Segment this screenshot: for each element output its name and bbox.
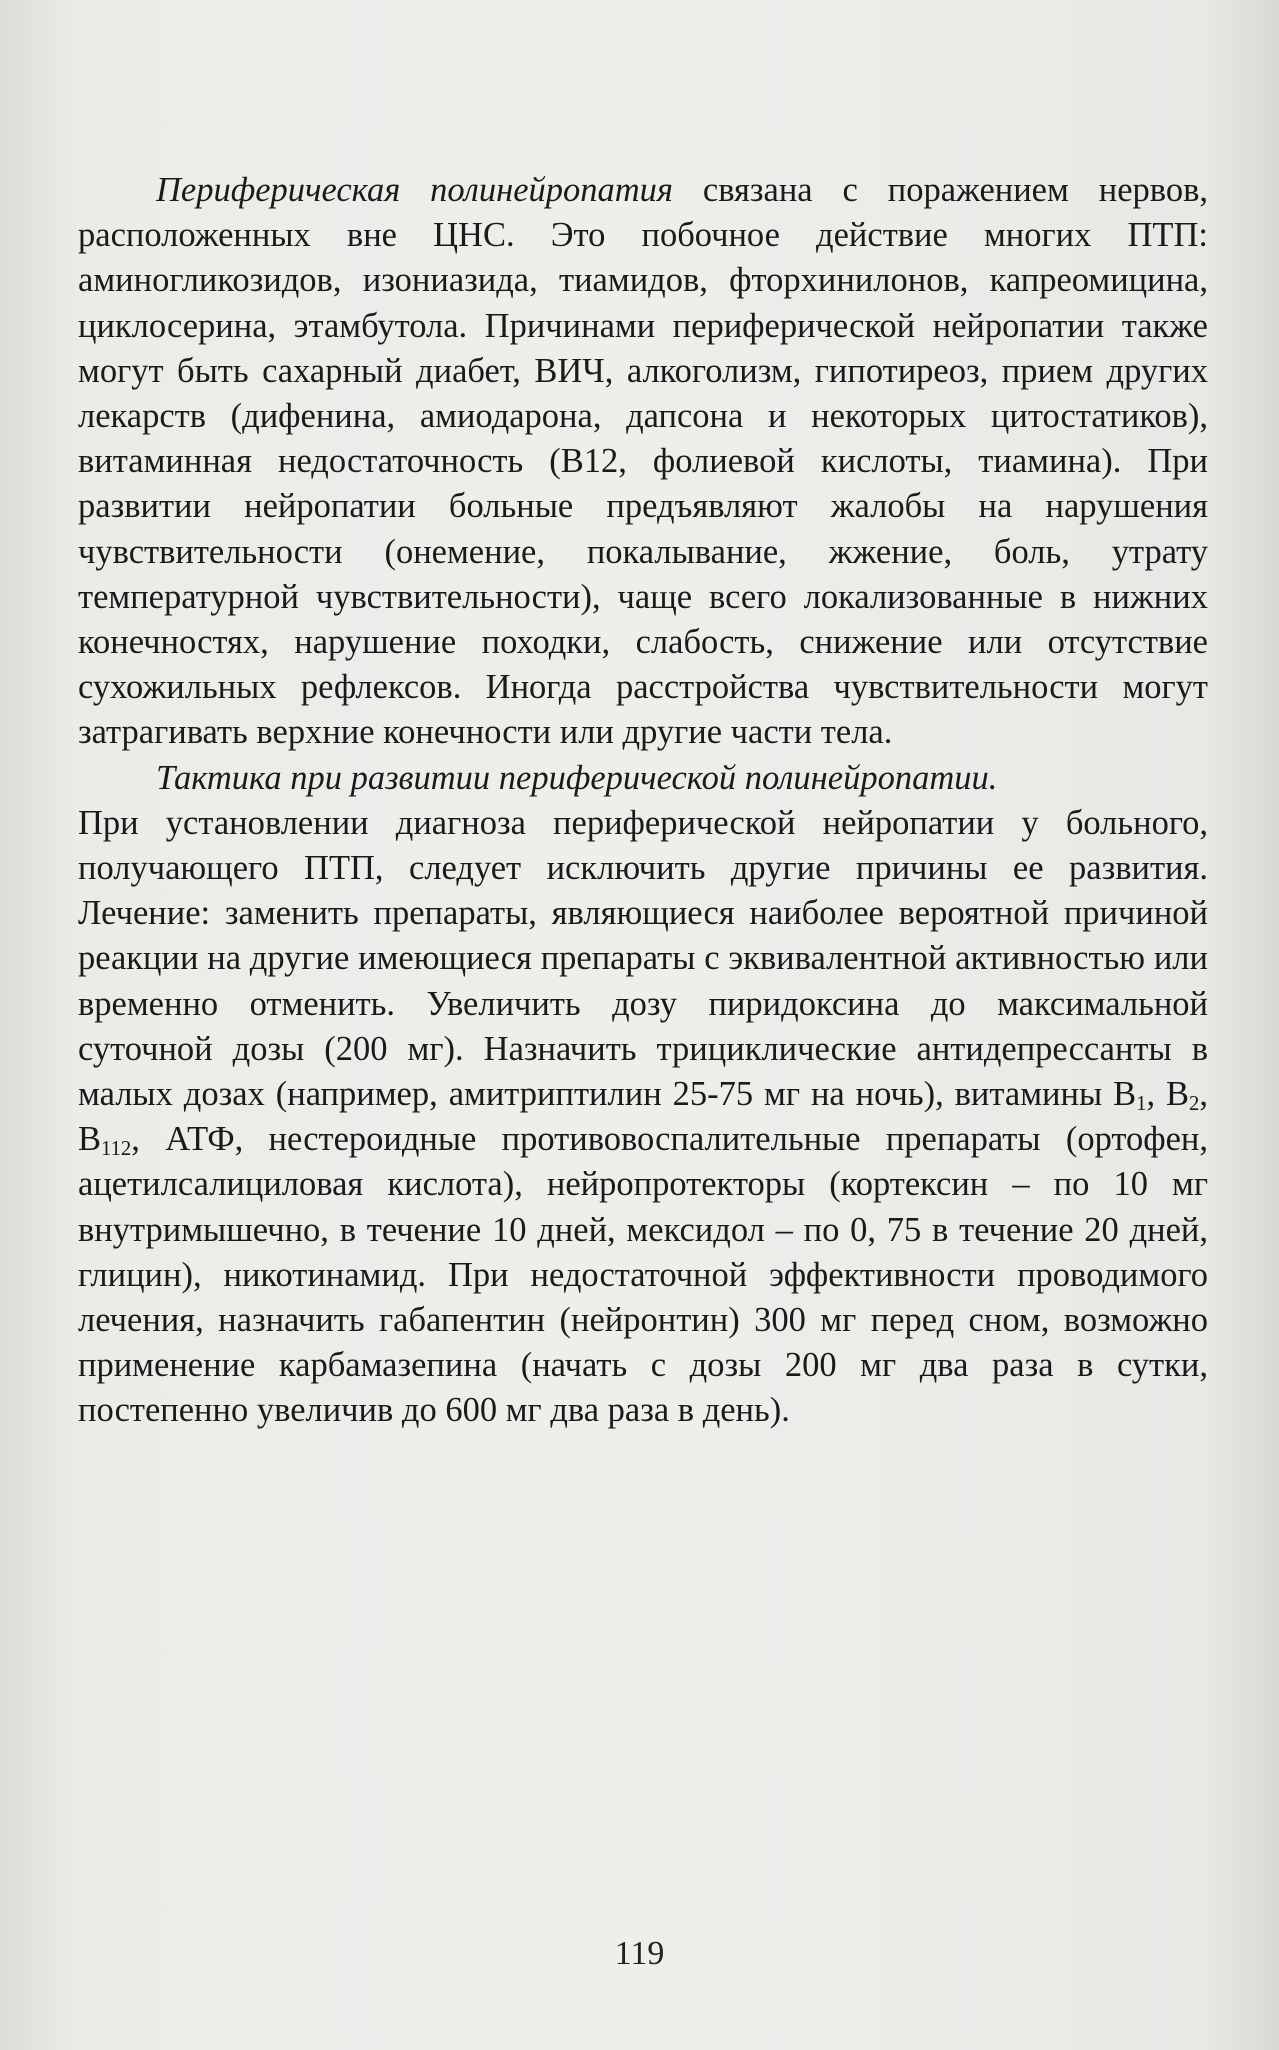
paragraph-2-body-end: , АТФ, нестероидные противовоспалительные препараты (ортофен, ацетилсалициловая кислота), нейропротекторы (кортексин – по 10 мг внутримышечно, в течение 10 дней, мексидол – по 0, 75 в течение 20 дней, глицин), никотинамид. При недостаточной эффективности проводимого лечения, назначить габапентин (нейронтин) 300 мг перед сном, возможно применение карбамазепина (начать с дозы 200 мг два раза в сутки, постепенно увеличив до 600 мг два раза в день). <box>78 1120 1208 1430</box>
tactics-heading: Тактика при развитии периферической полинейропатии. <box>156 758 998 797</box>
vitamin-separator-1: , В <box>1146 1075 1190 1114</box>
paragraph-tactics <box>78 801 1208 1434</box>
vitamin-b1-subscript: 1 <box>1136 1093 1147 1116</box>
page-number: 119 <box>614 1935 665 1972</box>
vitamin-b2-subscript: 2 <box>1189 1093 1200 1116</box>
vitamin-b12-subscript: 112 <box>101 1138 132 1161</box>
page-text <box>78 168 1208 1434</box>
term-peripheral-polyneuropathy: Периферическая полинейропатия <box>156 171 673 209</box>
paragraph-1-body: связана с поражением нервов, расположенных вне ЦНС. Это побочное действие многих ПТП: аминогликозидов, изониазида, тиамидов, фторхинилонов, капреомицина, циклосерина, этамбутола. Причинами периферической нейропатии также могут быть сахарный диабет, ВИЧ, алкоголизм, гипотиреоз, прием других лекарств (дифенина, амиодарона, дапсона и некоторых цитостатиков), витаминная недостаточность (В12, фолиевой кислоты, тиамина). При развитии нейропатии больные предъявляют жалобы на нарушения чувствительности (онемение, покалывание, жжение, боль, утрату температурной чувствительности), чаще всего локализованные в нижних конечностях, нарушение походки, слабость, снижение или отсутствие сухожильных рефлексов. Иногда расстройства чувствительности могут затрагивать верхние конечности или другие части тела. <box>78 171 1208 752</box>
paragraph-2-body-start: При установлении диагноза периферической нейропатии у больного, получающего ПТП, следует исключить другие причины ее развития. Лечение: заменить препараты, являющиеся наиболее вероятной причиной реакции на другие имеющиеся препараты с эквивалентной активностью или временно отменить. Увеличить дозу пиридоксина до максимальной суточной дозы (200 мг). Назначить трициклические антидепрессанты в малых дозах (например, амитриптилин 25-75 мг на ночь), витамины В <box>78 803 1208 1114</box>
vitamin-separator-2: , В <box>78 1075 1208 1159</box>
paragraph-peripheral-polyneuropathy <box>78 168 1208 756</box>
